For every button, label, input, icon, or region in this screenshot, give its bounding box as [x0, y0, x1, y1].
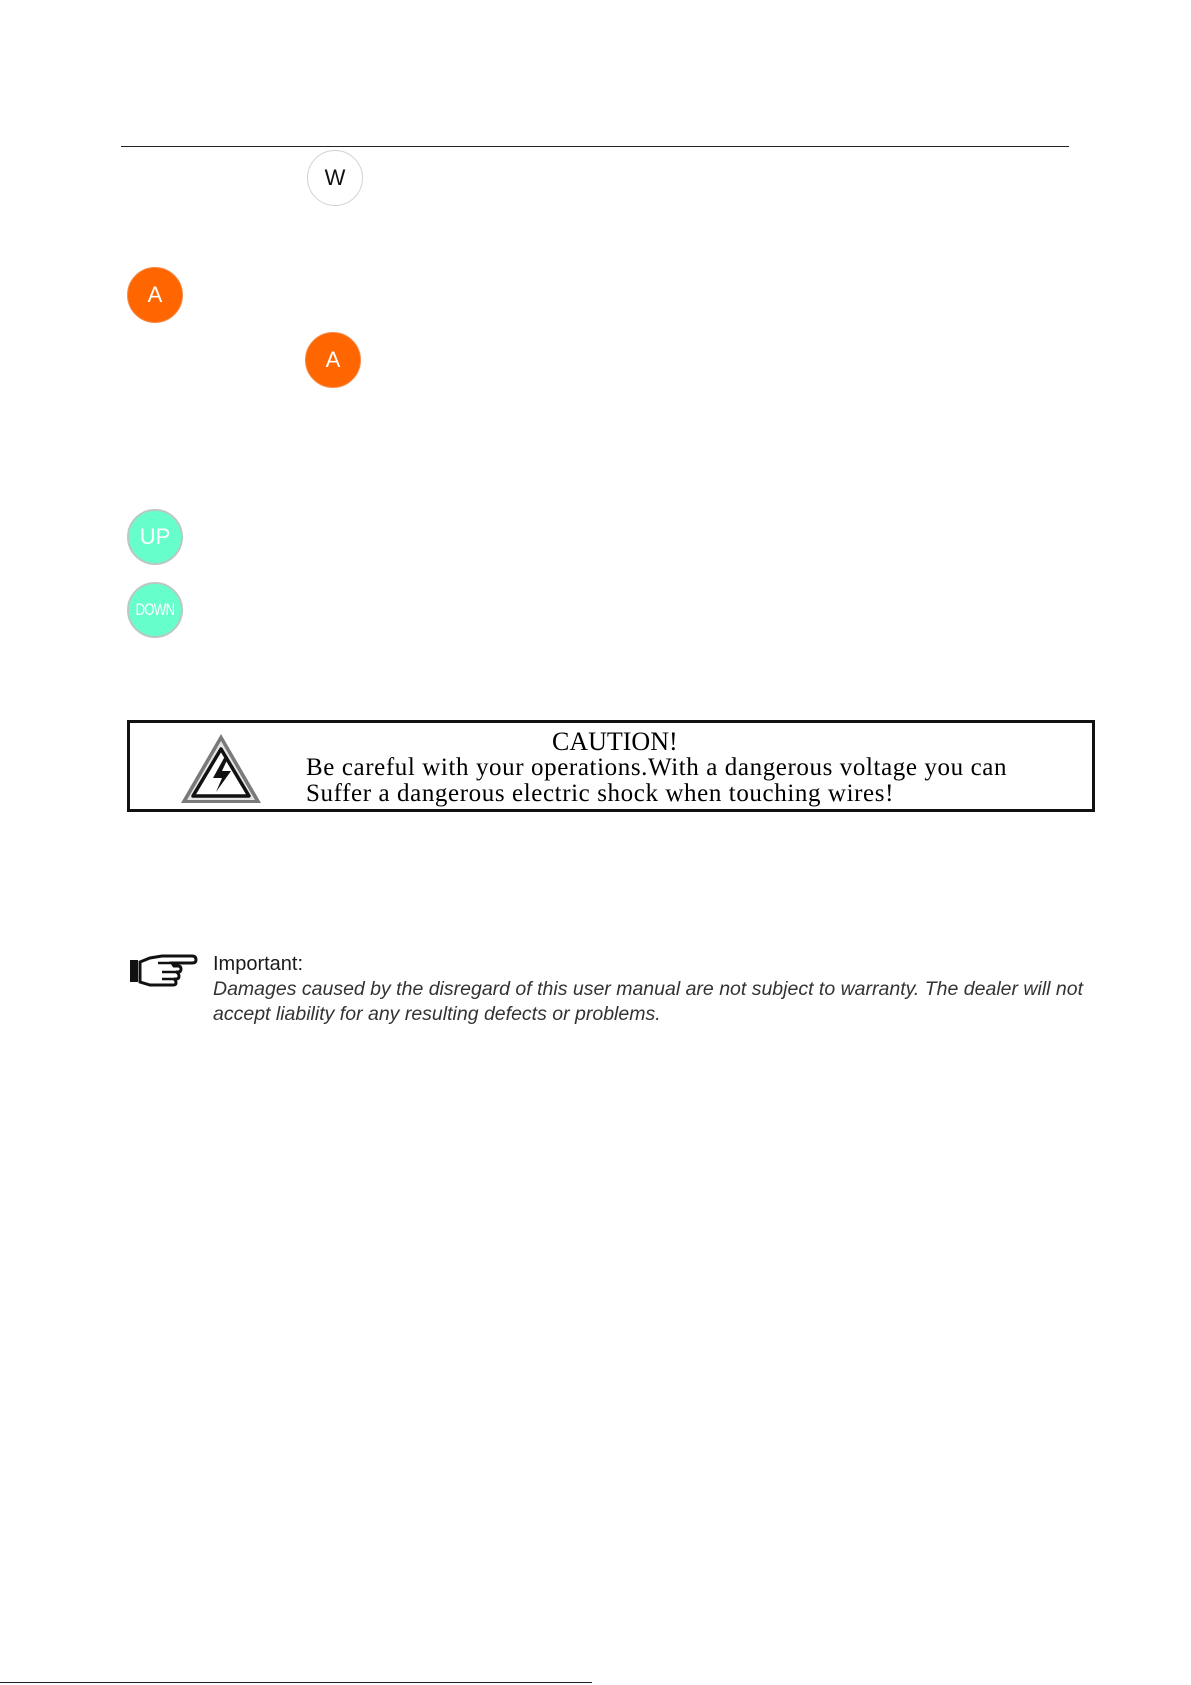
w-button [307, 150, 363, 206]
up-button-label: UP [139, 524, 171, 549]
pointing-hand-icon [128, 952, 198, 988]
footer-rule [0, 1682, 592, 1683]
header-rule [121, 146, 1069, 147]
important-text: Damages caused by the disregard of this user manual are not subject to warranty. The dealer will not accept liability for any resulting defects or problems. [213, 978, 1084, 1025]
caution-box [127, 720, 1095, 812]
w-button-label: W [324, 165, 346, 190]
high-voltage-warning-icon [178, 731, 264, 807]
a-button-left [127, 267, 183, 323]
up-button [127, 509, 183, 565]
caution-line-1: Be careful with your operations.With a dangerous voltage you can [306, 754, 1008, 781]
a-button-left-label: A [147, 282, 163, 307]
caution-line-2: Suffer a dangerous electric shock when touching wires! [306, 780, 895, 807]
a-button-indented [305, 332, 361, 388]
a-button-indented-label: A [325, 347, 341, 372]
important-title: Important: [213, 953, 304, 975]
caution-title: CAUTION! [552, 727, 678, 756]
down-button-label: DOWN [135, 600, 175, 619]
down-button [127, 582, 183, 638]
